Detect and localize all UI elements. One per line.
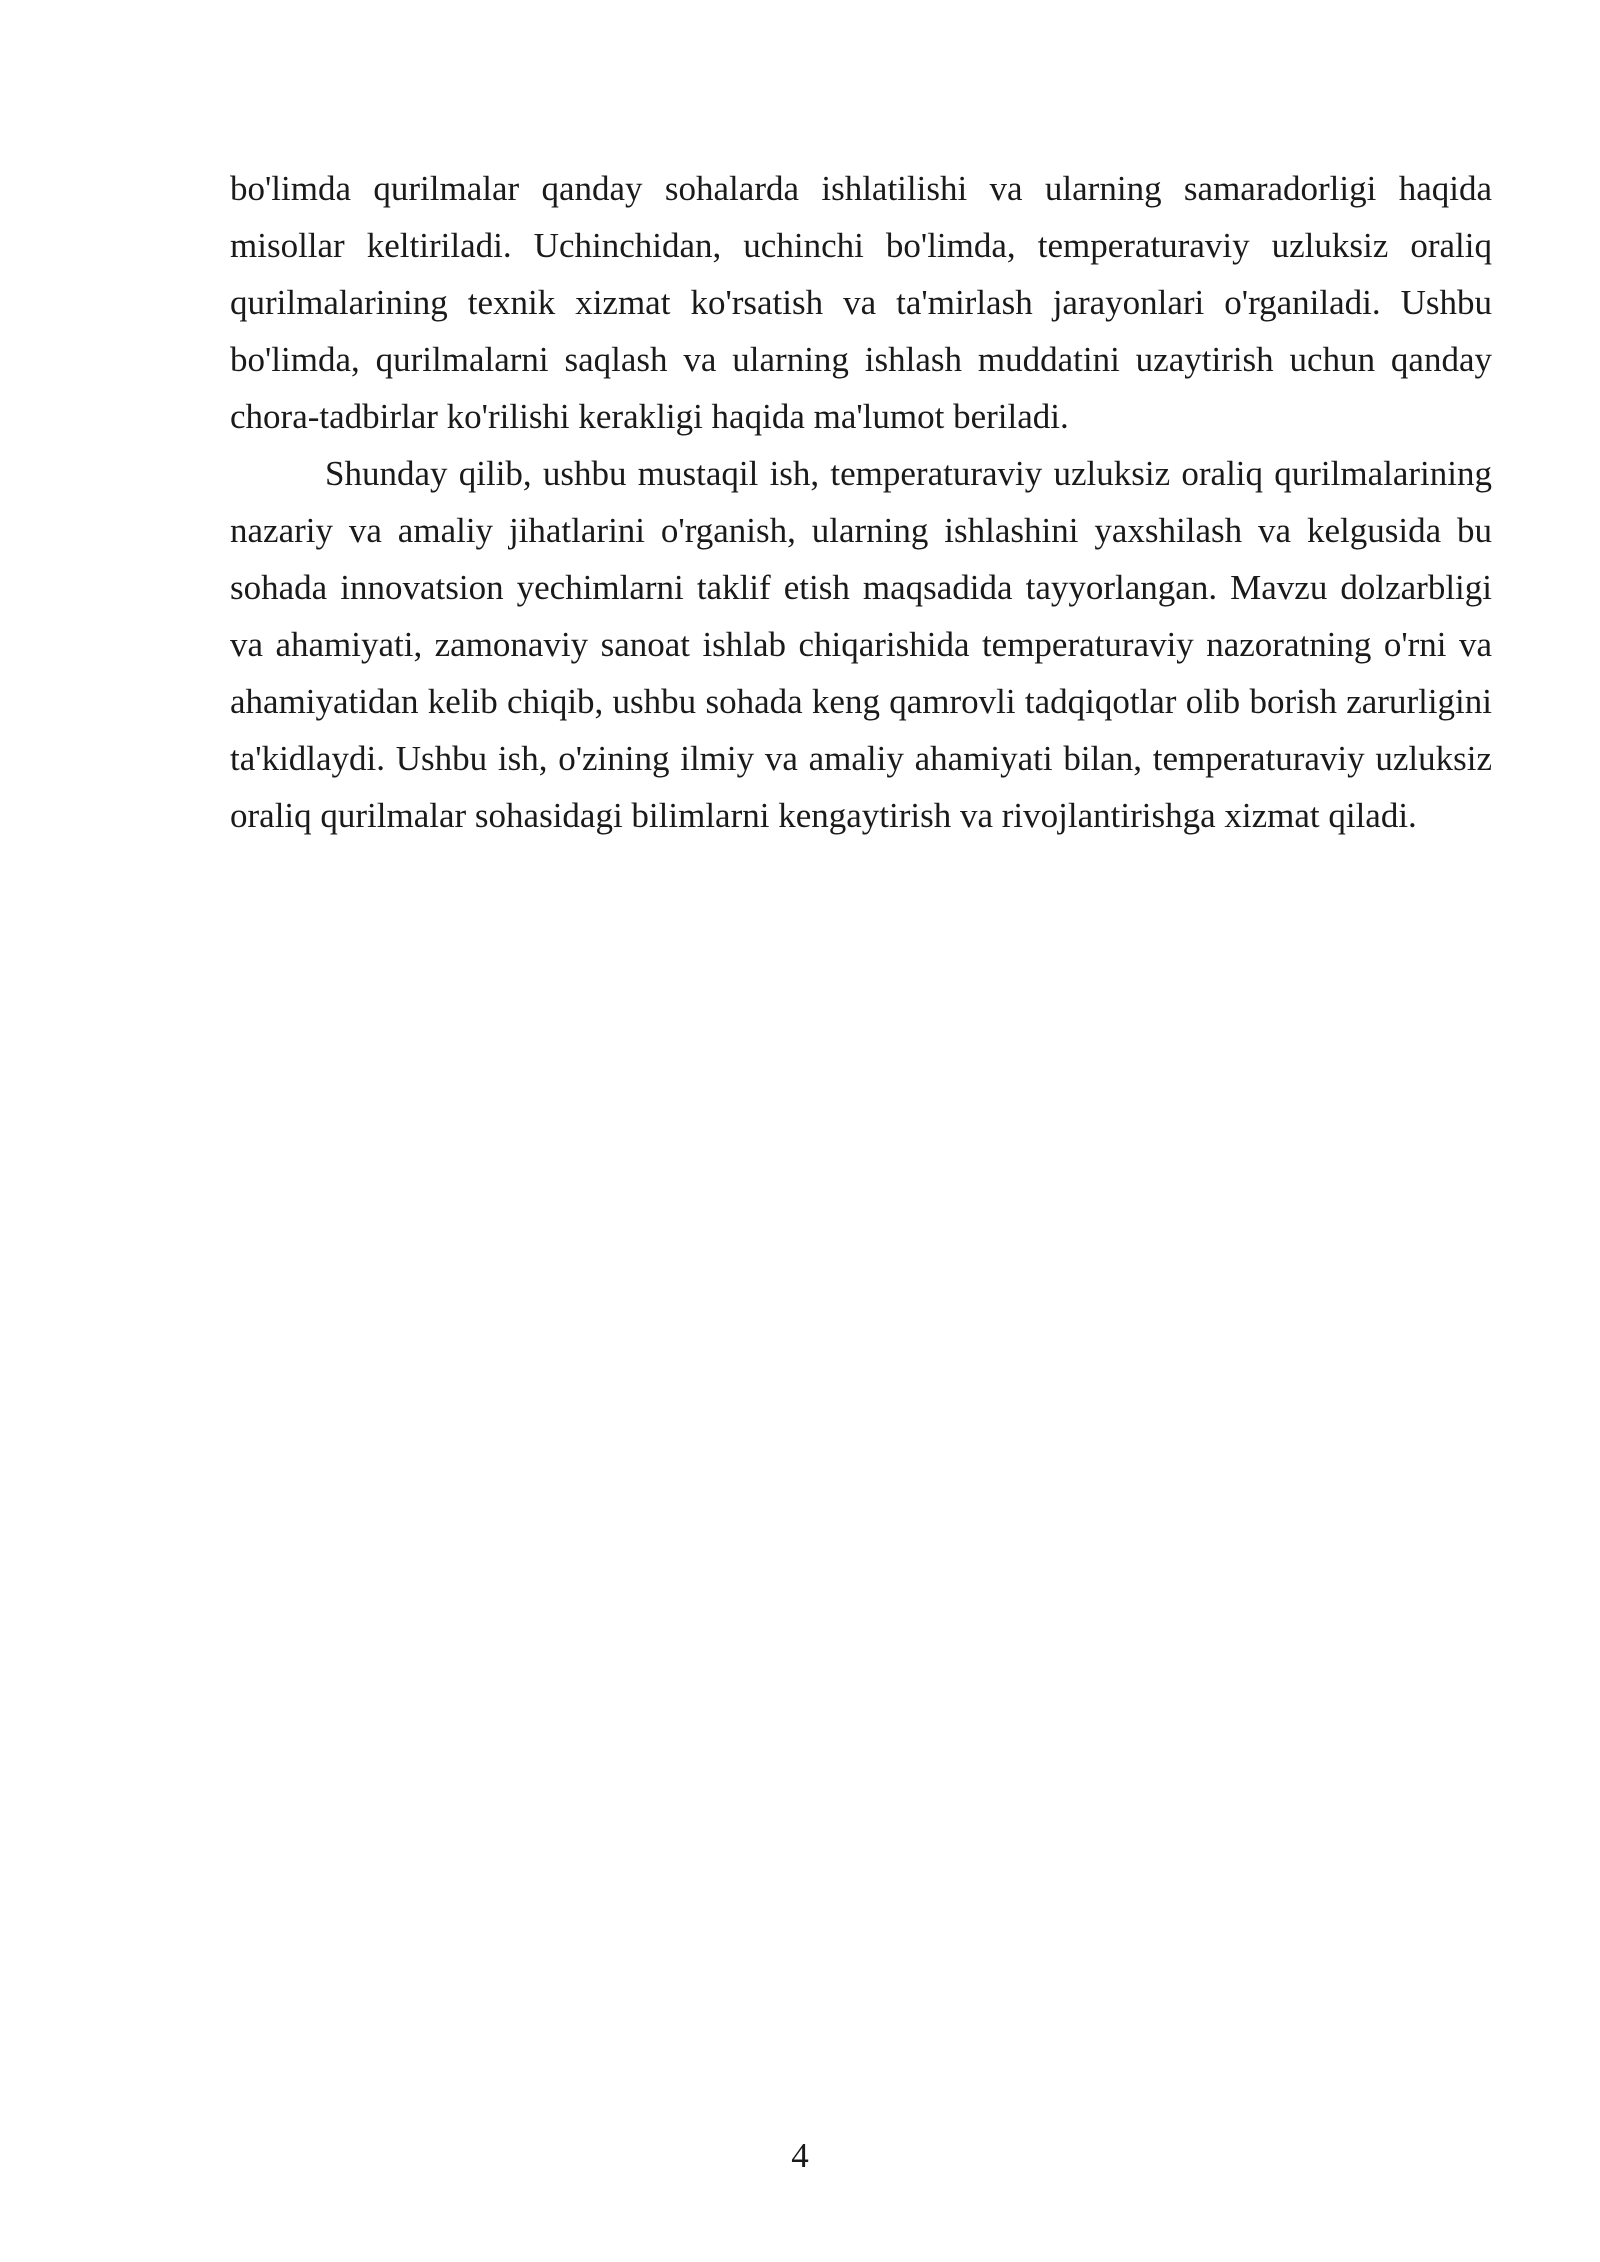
page-number: 4 [791,2136,809,2175]
paragraph-continuation: bo'limda qurilmalar qanday sohalarda ishlatilishi va ularning samaradorligi haqida misollar keltiriladi. Uchinchidan, uchinchi bo'limda, temperaturaviy uzluksiz oraliq qurilmalarining texnik xizmat ko'rsatish va ta'mirlash jarayonlari o'rganiladi. Ushbu bo'limda, qurilmalarni saqlash va ularning ishlash muddatini uzaytirish uchun qanday chora-tadbirlar ko'rilishi kerakligi haqida ma'lumot beriladi. [230,169,1492,436]
paragraph-conclusion: Shunday qilib, ushbu mustaqil ish, temperaturaviy uzluksiz oraliq qurilmalarining nazariy va amaliy jihatlarini o'rganish, ularning ishlashini yaxshilash va kelgusida bu sohada innovatsion yechimlarni taklif etish maqsadida tayyorlangan. Mavzu dolzarbligi va ahamiyati, zamonaviy sanoat ishlab chiqarishida temperaturaviy nazoratning o'rni va ahamiyatidan kelib chiqib, ushbu sohada keng qamrovli tadqiqotlar olib borish zarurligini ta'kidlaydi. Ushbu ish, o'zining ilmiy va amaliy ahamiyati bilan, temperaturaviy uzluksiz oraliq qurilmalar sohasidagi bilimlarni kengaytirish va rivojlantirishga xizmat qiladi. [230,454,1492,835]
body-text [230,160,1492,844]
